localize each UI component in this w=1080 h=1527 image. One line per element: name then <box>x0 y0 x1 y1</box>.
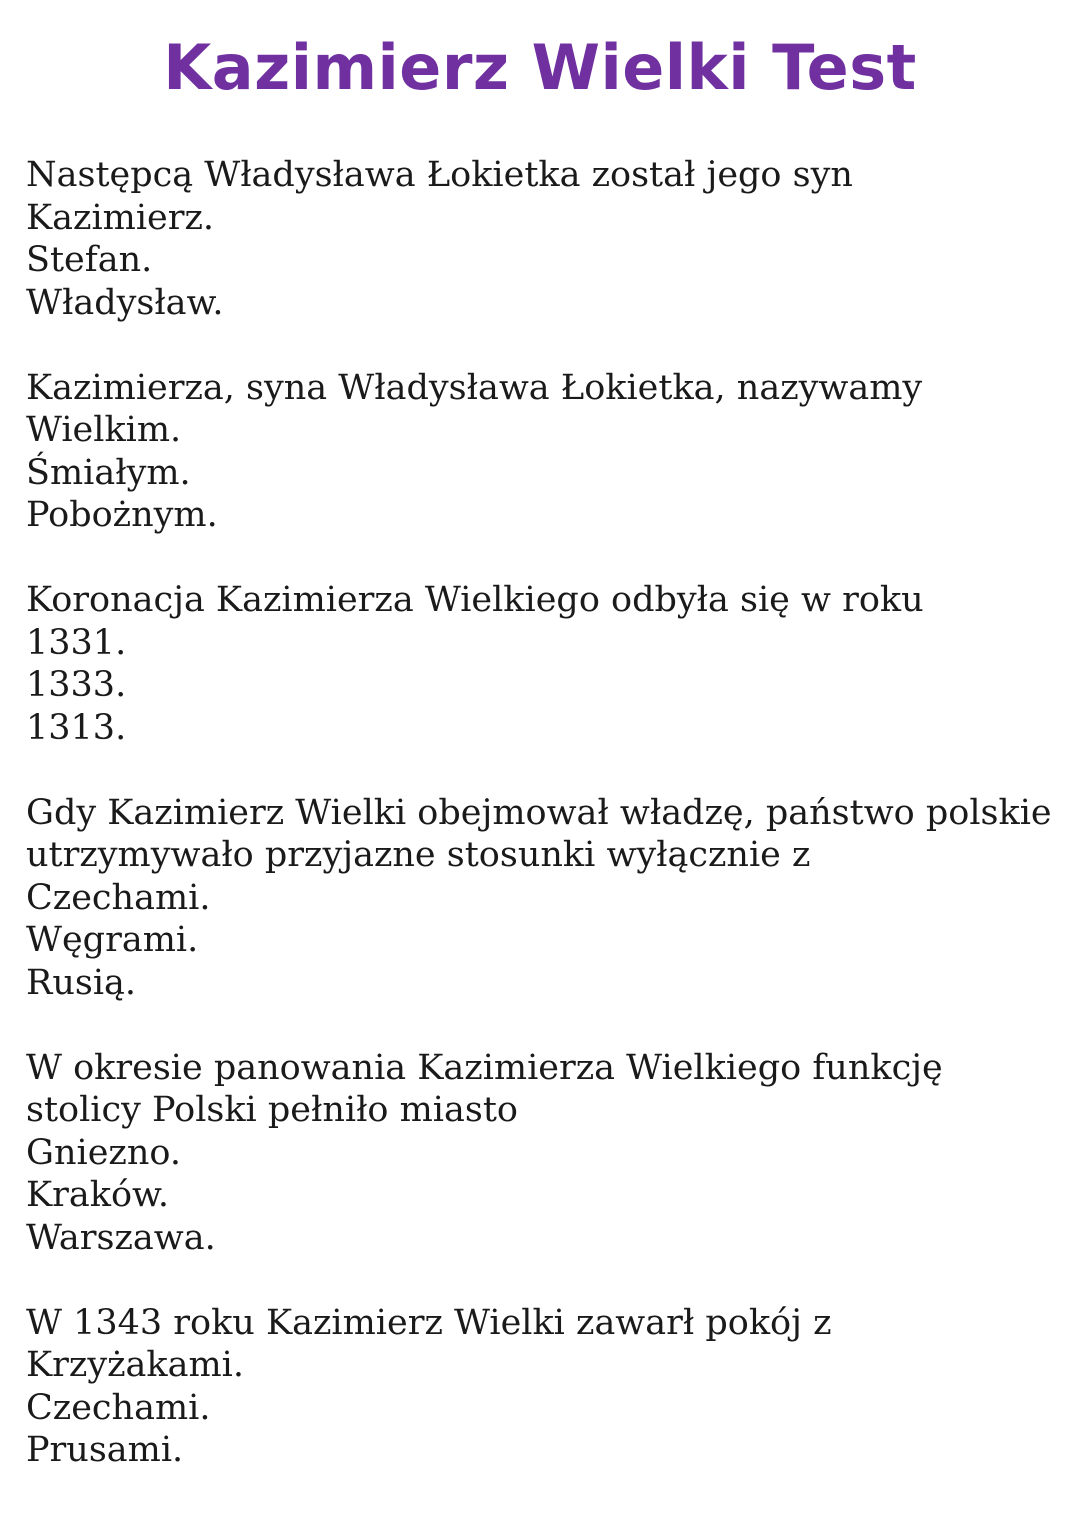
question-3 <box>26 579 1066 749</box>
question-5 <box>26 1047 1066 1260</box>
question-text: Następcą Władysława Łokietka został jego syn <box>26 155 853 195</box>
question-text: Gdy Kazimierz Wielki obejmował władzę, państwo polskie utrzymywało przyjazne stosunki wyłącznie z <box>26 792 1052 875</box>
answer-option: Węgrami. <box>26 920 199 960</box>
question-6 <box>26 1302 1066 1472</box>
answer-option: Kazimierz. <box>26 197 215 238</box>
answer-options <box>26 877 1066 1005</box>
answer-option: Krzyżakami. <box>26 1345 244 1385</box>
answer-option: Pobożnym. <box>26 495 218 535</box>
answer-options <box>26 622 1066 750</box>
question-1 <box>26 154 1066 324</box>
answer-option: Kraków. <box>26 1175 169 1215</box>
answer-options <box>26 409 1066 537</box>
answer-option: Władysław. <box>26 282 224 323</box>
answer-options <box>26 1132 1066 1260</box>
question-text: W 1343 roku Kazimierz Wielki zawarł pokój z <box>26 1302 832 1343</box>
answer-option: Śmiałym. <box>26 452 191 493</box>
answer-option: Stefan. <box>26 240 153 280</box>
answer-option: Wielkim. <box>26 410 182 450</box>
question-text: Kazimierza, syna Władysława Łokietka, nazywamy <box>26 367 923 408</box>
page-title: Kazimierz Wielki Test <box>163 31 917 104</box>
answer-option: Gniezno. <box>26 1132 181 1173</box>
question-list <box>26 154 1066 1514</box>
answer-options <box>26 1344 1066 1472</box>
question-text: Koronacja Kazimierza Wielkiego odbyła się w roku <box>26 580 924 620</box>
question-2 <box>26 367 1066 537</box>
answer-option: 1333. <box>26 665 127 705</box>
answer-option: Rusią. <box>26 962 137 1003</box>
answer-option: Prusami. <box>26 1430 184 1470</box>
answer-options <box>26 197 1066 325</box>
answer-option: Czechami. <box>26 1387 211 1428</box>
answer-option: Warszawa. <box>26 1217 216 1258</box>
answer-option: Czechami. <box>26 877 211 918</box>
answer-option: 1331. <box>26 622 127 663</box>
answer-option: 1313. <box>26 707 127 748</box>
question-text: W okresie panowania Kazimierza Wielkiego funkcję stolicy Polski pełniło miasto <box>26 1047 943 1130</box>
question-4 <box>26 792 1066 1005</box>
